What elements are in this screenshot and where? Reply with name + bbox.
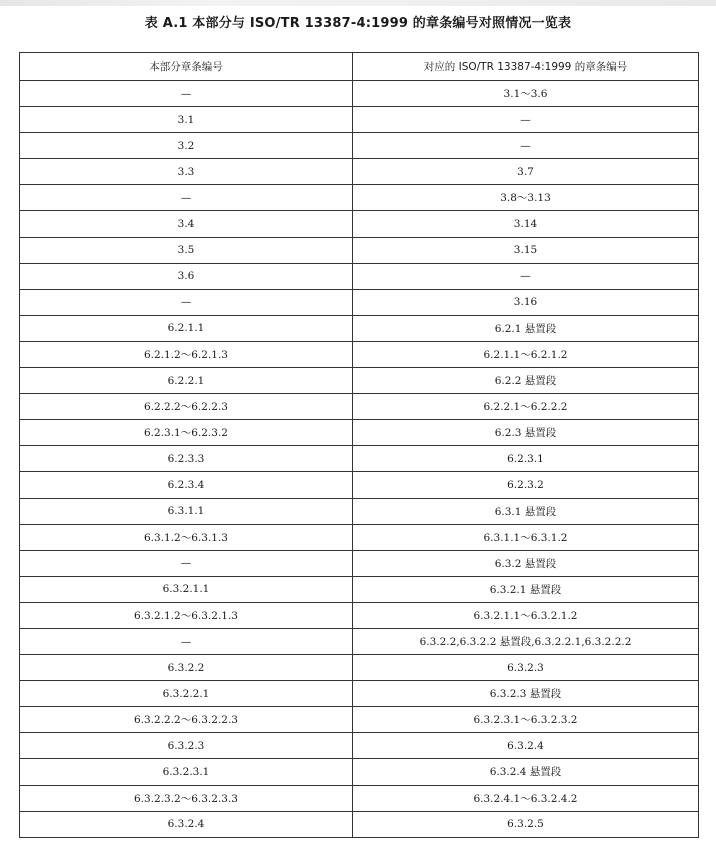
- cell-iso-clause: 6.3.2 悬置段: [353, 550, 699, 576]
- table-row: [20, 81, 699, 107]
- table-row: [20, 655, 699, 681]
- cell-iso-clause: 6.3.2.1 悬置段: [353, 576, 699, 602]
- table-row: [20, 524, 699, 550]
- table-row: [20, 211, 699, 237]
- header-iso-clause: 对应的 ISO/TR 13387-4:1999 的章条编号: [353, 53, 699, 81]
- table-row: [20, 185, 699, 211]
- cell-iso-clause: 6.2.2 悬置段: [353, 368, 699, 394]
- cell-iso-clause: 6.3.2.4: [353, 733, 699, 759]
- cell-iso-clause: 6.2.1.1～6.2.1.2: [353, 341, 699, 367]
- cell-this-part-clause: 3.3: [20, 159, 353, 185]
- table-row: [20, 707, 699, 733]
- cell-this-part-clause: 6.3.2.3.2～6.3.2.3.3: [20, 785, 353, 811]
- cell-iso-clause: 6.3.2.3: [353, 655, 699, 681]
- table-row: [20, 289, 699, 315]
- cell-this-part-clause: 6.3.2.2: [20, 655, 353, 681]
- cell-iso-clause: 3.15: [353, 237, 699, 263]
- cell-this-part-clause: 6.2.1.2～6.2.1.3: [20, 341, 353, 367]
- cell-this-part-clause: 6.2.3.4: [20, 472, 353, 498]
- cell-iso-clause: 3.8～3.13: [353, 185, 699, 211]
- cell-this-part-clause: 3.1: [20, 107, 353, 133]
- cell-iso-clause: 6.3.2.1.1～6.3.2.1.2: [353, 602, 699, 628]
- table-row: [20, 368, 699, 394]
- cell-this-part-clause: —: [20, 81, 353, 107]
- cell-this-part-clause: 6.3.1.1: [20, 498, 353, 524]
- cell-this-part-clause: 3.6: [20, 263, 353, 289]
- cell-this-part-clause: —: [20, 550, 353, 576]
- cell-this-part-clause: 6.3.2.1.2～6.3.2.1.3: [20, 602, 353, 628]
- cell-iso-clause: 6.3.2.5: [353, 811, 699, 837]
- cell-iso-clause: 6.2.3.1: [353, 446, 699, 472]
- cell-iso-clause: 6.3.2.3.1～6.3.2.3.2: [353, 707, 699, 733]
- cell-this-part-clause: 6.3.2.2.1: [20, 681, 353, 707]
- table-row: [20, 733, 699, 759]
- cell-iso-clause: —: [353, 263, 699, 289]
- table-row: [20, 159, 699, 185]
- table-row: [20, 394, 699, 420]
- table-row: [20, 263, 699, 289]
- table-row: [20, 628, 699, 654]
- cell-this-part-clause: 6.3.1.2～6.3.1.3: [20, 524, 353, 550]
- table-caption: 表 A.1 本部分与 ISO/TR 13387-4:1999 的章条编号对照情况一览表: [144, 16, 572, 31]
- table-row: [20, 602, 699, 628]
- cell-this-part-clause: 6.3.2.3.1: [20, 759, 353, 785]
- cell-this-part-clause: —: [20, 289, 353, 315]
- cell-iso-clause: —: [353, 133, 699, 159]
- table-row: [20, 811, 699, 837]
- cell-iso-clause: 6.3.2.3 悬置段: [353, 681, 699, 707]
- table-row: [20, 550, 699, 576]
- cell-this-part-clause: 6.2.2.2～6.2.2.3: [20, 394, 353, 420]
- cell-iso-clause: 3.16: [353, 289, 699, 315]
- cell-this-part-clause: 6.2.2.1: [20, 368, 353, 394]
- table-row: [20, 472, 699, 498]
- cell-iso-clause: 6.2.3.2: [353, 472, 699, 498]
- top-edge-strip: [0, 0, 716, 6]
- cell-this-part-clause: 6.2.1.1: [20, 315, 353, 341]
- cell-iso-clause: 3.14: [353, 211, 699, 237]
- cell-iso-clause: 6.2.3 悬置段: [353, 420, 699, 446]
- cell-this-part-clause: 6.3.2.2.2～6.3.2.2.3: [20, 707, 353, 733]
- cell-this-part-clause: 6.3.2.3: [20, 733, 353, 759]
- cell-iso-clause: 6.3.2.4 悬置段: [353, 759, 699, 785]
- cell-iso-clause: 6.2.2.1～6.2.2.2: [353, 394, 699, 420]
- table-row: [20, 446, 699, 472]
- header-this-part-clause: 本部分章条编号: [20, 53, 353, 81]
- cell-this-part-clause: 6.2.3.3: [20, 446, 353, 472]
- cell-iso-clause: 6.2.1 悬置段: [353, 315, 699, 341]
- cell-iso-clause: 6.3.1 悬置段: [353, 498, 699, 524]
- table-row: [20, 107, 699, 133]
- cell-this-part-clause: 6.2.3.1～6.2.3.2: [20, 420, 353, 446]
- cell-iso-clause: 6.3.2.4.1～6.3.2.4.2: [353, 785, 699, 811]
- table-row: [20, 576, 699, 602]
- table-row: [20, 681, 699, 707]
- table-row: [20, 341, 699, 367]
- cell-iso-clause: 3.7: [353, 159, 699, 185]
- cell-iso-clause: 3.1～3.6: [353, 81, 699, 107]
- cell-this-part-clause: 3.2: [20, 133, 353, 159]
- clause-comparison-table: [19, 52, 699, 838]
- cell-iso-clause: 6.3.1.1～6.3.1.2: [353, 524, 699, 550]
- table-row: [20, 133, 699, 159]
- table-row: [20, 498, 699, 524]
- cell-this-part-clause: —: [20, 628, 353, 654]
- cell-this-part-clause: —: [20, 185, 353, 211]
- cell-this-part-clause: 3.4: [20, 211, 353, 237]
- cell-this-part-clause: 6.3.2.1.1: [20, 576, 353, 602]
- cell-iso-clause: 6.3.2.2,6.3.2.2 悬置段,6.3.2.2.1,6.3.2.2.2: [353, 628, 699, 654]
- table-body: [20, 81, 699, 838]
- cell-this-part-clause: 3.5: [20, 237, 353, 263]
- table-row: [20, 785, 699, 811]
- table-row: [20, 759, 699, 785]
- table-row: [20, 237, 699, 263]
- cell-iso-clause: —: [353, 107, 699, 133]
- cell-this-part-clause: 6.3.2.4: [20, 811, 353, 837]
- table-header-row: [20, 53, 699, 81]
- table-row: [20, 420, 699, 446]
- table-row: [20, 315, 699, 341]
